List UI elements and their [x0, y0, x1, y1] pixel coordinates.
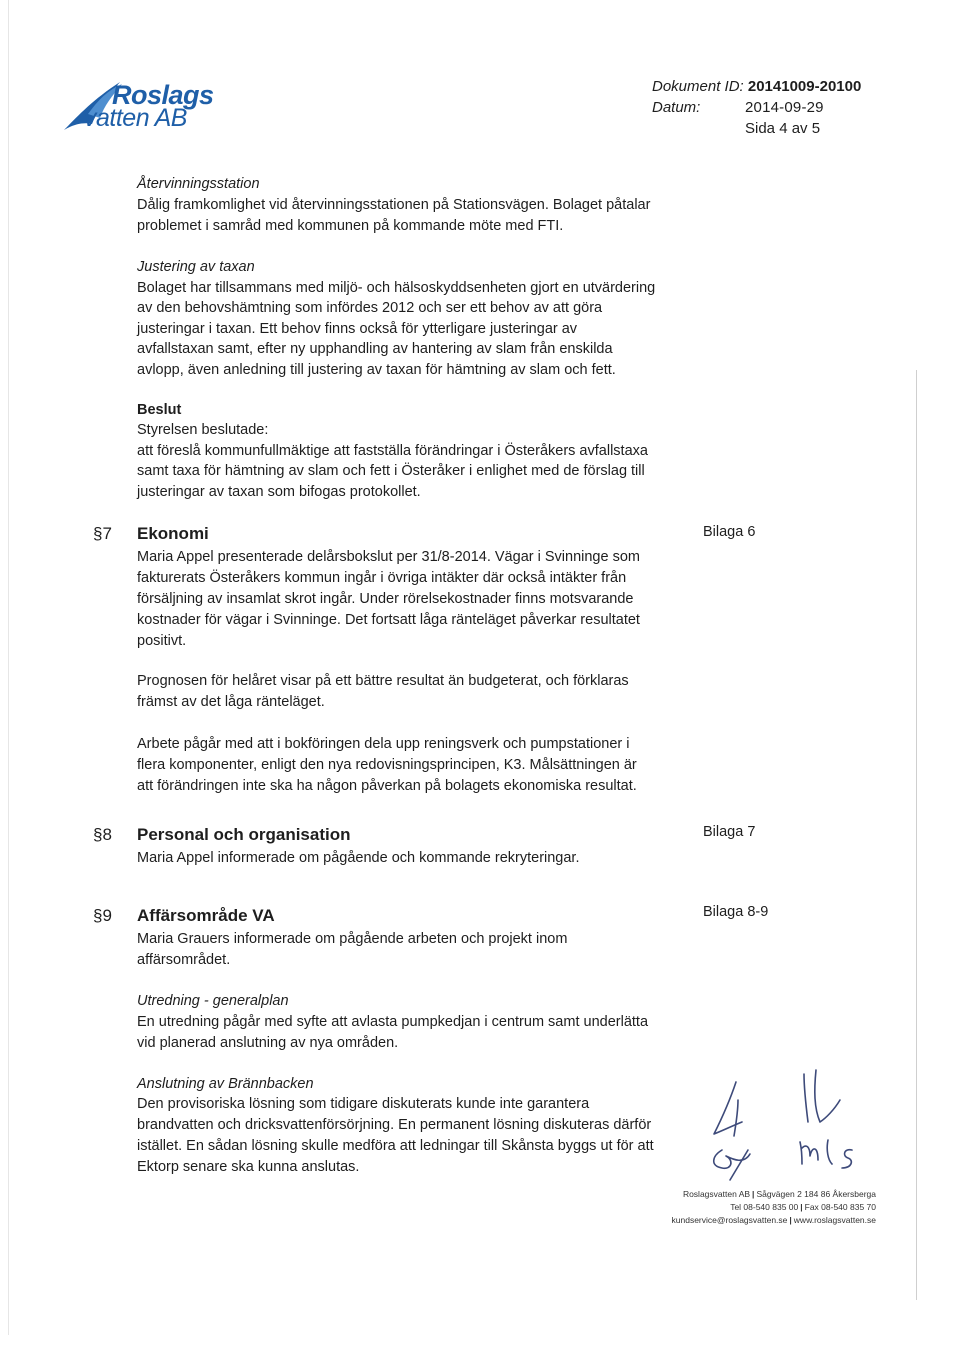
section-number: §8	[93, 825, 112, 844]
footer-email[interactable]: kundservice@roslagsvatten.se	[671, 1215, 788, 1225]
anslutning-heading: Anslutning av Brännbacken	[137, 1076, 314, 1092]
logo-line1: Roslags	[112, 80, 214, 110]
atervinning-heading: Återvinningsstation	[137, 176, 260, 192]
bilaga-reference: Bilaga 6	[703, 524, 756, 540]
justering-line: av den behovshämtning som infördes 2012 och ser ett behov av att göra	[137, 300, 603, 316]
section-line: främst av det låga ränteläget.	[137, 694, 325, 710]
document-info	[652, 76, 861, 139]
footer-address: Sågvägen 2 184 86 Åkersberga	[756, 1189, 876, 1199]
section-line: positivt.	[137, 633, 187, 649]
beslut-line: justeringar av taxan som bifogas protokollet.	[137, 484, 421, 500]
section-line: Prognosen för helåret visar på ett bättre resultat än budgeterat, och förklaras	[137, 673, 629, 689]
justering-line: avlopp, även anledning till justering av taxan för hämtning av slam och fett.	[137, 362, 616, 378]
section-line: kostnader för vägar i Svinninge. Det fortsatt låga ränteläget påverkar resultatet	[137, 612, 640, 628]
date-value: 2014-09-29	[745, 99, 824, 116]
section-title: Ekonomi	[137, 524, 209, 543]
anslutning-line: Ektorp senare ska kunna anslutas.	[137, 1159, 360, 1175]
section-line: flera komponenter, enligt den nya redovisningsprincipen, K3. Målsättningen är	[137, 757, 637, 773]
section-number: §7	[93, 524, 112, 543]
bilaga-reference: Bilaga 8-9	[703, 904, 769, 920]
atervinning-line: problemet i samråd med kommunen på kommande möte med FTI.	[137, 218, 564, 234]
beslut-line: samt taxa för hämtning av slam och fett i Österåker i enlighet med de förslag till	[137, 463, 645, 479]
doc-id-label: Dokument ID:	[652, 78, 744, 95]
scan-edge-right	[916, 370, 917, 1300]
section-line: fakturerats Österåkers kommun ingår i övriga intäkter där också intäkter från	[137, 570, 627, 586]
section-title: Personal och organisation	[137, 825, 351, 844]
justering-line: Bolaget har tillsammans med miljö- och hälsoskyddsenheten gjort en utvärdering	[137, 280, 656, 296]
anslutning-line: brandvatten och dricksvattenförsörjning. En permanent lösning diskuteras därför	[137, 1117, 652, 1133]
justering-line: avfallstaxan samt, efter ny upphandling av hantering av slam från enskilda	[137, 341, 613, 357]
section-line: försäljning av insamlat skrot ingår. Under rörelsekostnader finns motsvarande	[137, 591, 634, 607]
page-number: Sida 4 av 5	[745, 120, 821, 137]
footer-web[interactable]: www.roslagsvatten.se	[793, 1215, 876, 1225]
utredning-heading: Utredning - generalplan	[137, 993, 289, 1009]
beslut-line: att föreslå kommunfullmäktige att fastställa förändringar i Österåkers avfallstaxa	[137, 443, 648, 459]
utredning-line: En utredning pågår med syfte att avlasta pumpkedjan i centrum samt underlätta	[137, 1014, 649, 1030]
footer-line-2: Tel 08-540 835 00 | Fax 08-540 835 70	[730, 1202, 876, 1212]
justering-line: justeringar i taxan. Ett behov finns också för ytterligare justeringar av	[137, 321, 578, 337]
beslut-heading: Beslut	[137, 402, 182, 418]
section-line: Maria Appel informerade om pågående och kommande rekryteringar.	[137, 850, 580, 866]
section-line: Arbete pågår med att i bokföringen dela upp reningsverk och pumpstationer i	[137, 736, 630, 752]
section-line: Maria Grauers informerade om pågående arbeten och projekt inom	[137, 931, 568, 947]
date-label: Datum:	[652, 99, 701, 116]
footer-line-1: Roslagsvatten AB | Sågvägen 2 184 86 Åkersberga	[682, 1189, 876, 1199]
section-number: §9	[93, 906, 112, 925]
doc-id-value: 20141009-20100	[747, 78, 862, 95]
doc-id-row	[652, 76, 861, 97]
footer-tel: Tel 08-540 835 00	[730, 1202, 799, 1212]
company-logo	[62, 78, 252, 138]
anslutning-line: Den provisoriska lösning som tidigare diskuterats kunde inte garantera	[137, 1096, 590, 1112]
date-row	[652, 97, 861, 118]
footer-line-3: kundservice@roslagsvatten.se | www.roslagsvatten.se	[671, 1215, 876, 1225]
section-title: Affärsområde VA	[137, 906, 275, 925]
bilaga-reference: Bilaga 7	[703, 824, 756, 840]
scan-edge-left	[8, 0, 9, 1335]
utredning-line: vid planerad anslutning av nya områden.	[137, 1035, 399, 1051]
anslutning-line: istället. En sådan lösning skulle medföra att ledningar till Skånsta byggs ut för att	[137, 1138, 654, 1154]
section-line: Maria Appel presenterade delårsbokslut per 31/8-2014. Vägar i Svinninge som	[137, 549, 640, 565]
section-line: affärsområdet.	[137, 952, 231, 968]
footer-company: Roslagsvatten AB	[682, 1189, 751, 1199]
footer-fax: Fax 08-540 835 70	[804, 1202, 876, 1212]
beslut-line: Styrelsen beslutade:	[137, 422, 269, 438]
footer-contact	[600, 1188, 876, 1227]
handwritten-initials-signature	[688, 1060, 868, 1185]
atervinning-line: Dålig framkomlighet vid återvinningsstationen på Stationsvägen. Bolaget påtalar	[137, 197, 651, 213]
justering-heading: Justering av taxan	[137, 259, 255, 275]
section-line: att förändringen inte ska ha någon påverkan på bolagets ekonomiska resultat.	[137, 778, 637, 794]
logo-line2: vatten AB	[84, 104, 187, 132]
